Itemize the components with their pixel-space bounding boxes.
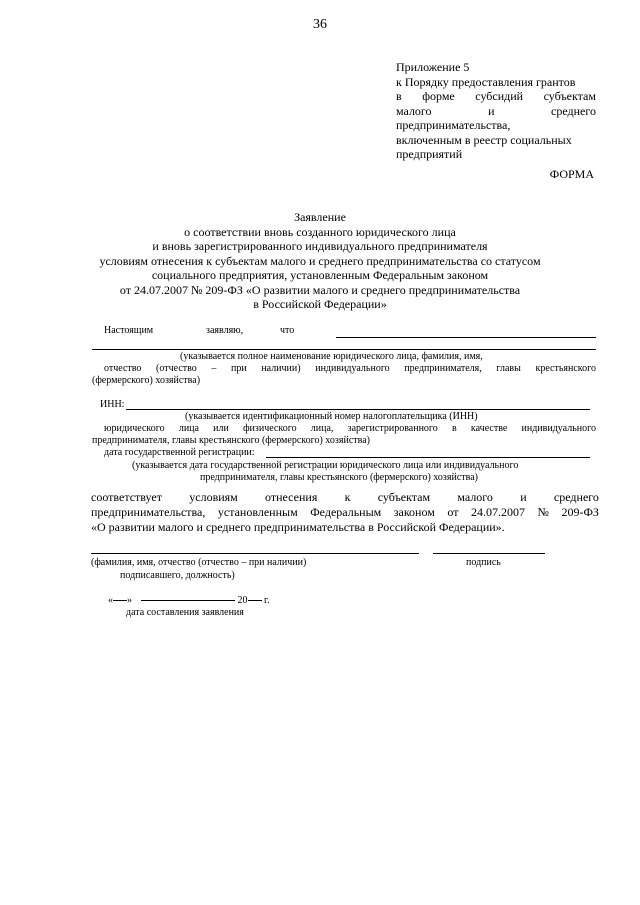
signature-hint: подпись xyxy=(466,557,501,568)
title-line-5: социального предприятия, установленным Федеральным законом xyxy=(151,268,489,282)
conclusion-line-3: «О развитии малого и среднего предпринимательства в Российской Федерации». xyxy=(91,520,505,534)
hint-word: юридического xyxy=(104,423,165,434)
conclusion-word: 24.07.2007 xyxy=(470,505,525,519)
appendix-line-2: к Порядку предоставления грантов xyxy=(396,74,576,89)
form-label: ФОРМА xyxy=(549,167,594,181)
title-line-2: о соответствии вновь созданного юридического лица xyxy=(184,224,456,239)
conclusion-word: условиям xyxy=(189,490,238,504)
title-line-7: в Российской Федерации» xyxy=(253,297,387,311)
applicant-name-hint-2 xyxy=(104,363,596,375)
hint-word: отчество xyxy=(104,363,142,374)
hint-word: зарегистрированного xyxy=(347,423,438,434)
page-number: 36 xyxy=(313,17,327,32)
hint-word: предпринимателя, xyxy=(404,363,482,374)
inn-label: ИНН: xyxy=(100,399,125,410)
date-open-quote: « xyxy=(108,595,113,606)
conclusion-word: Федеральным xyxy=(310,505,382,519)
declaration-word-2: заявляю, xyxy=(206,325,244,336)
hint-word: индивидуального xyxy=(521,423,596,434)
registration-date-field[interactable] xyxy=(266,457,590,458)
registration-hint-1: (указывается дата государственной регистрации юридического лица или индивидуального xyxy=(132,460,519,471)
hint-word: крестьянского xyxy=(535,363,596,374)
hint-word: индивидуального xyxy=(315,363,390,374)
applicant-name-field-1[interactable] xyxy=(336,337,596,338)
appendix-word: малого xyxy=(396,103,432,118)
title-line-4: условиям отнесения к субъектам малого и среднего предпринимательства со статусом xyxy=(99,253,541,268)
registration-label: дата государственной регистрации: xyxy=(104,447,255,458)
conclusion-word: отнесения xyxy=(265,490,318,504)
applicant-name-field-2[interactable] xyxy=(92,349,596,350)
title-line-6: от 24.07.2007 № 209-ФЗ «О развитии малого и среднего предпринимательства xyxy=(119,282,521,297)
conclusion-word: установленным xyxy=(217,505,298,519)
appendix-line-1: Приложение 5 xyxy=(396,60,470,74)
conclusion-line-2 xyxy=(91,505,599,520)
appendix-line-5: предпринимательства, xyxy=(396,118,511,132)
conclusion-word: № xyxy=(537,505,549,519)
hint-word: при xyxy=(231,363,247,374)
appendix-line-7: предприятий xyxy=(396,147,463,161)
appendix-word: в xyxy=(396,89,402,103)
appendix-word: и xyxy=(488,103,495,118)
date-close-quote: » xyxy=(127,595,132,606)
conclusion-word: среднего xyxy=(553,490,599,504)
inn-hint-3: предпринимателя, главы крестьянского (фермерского) хозяйства) xyxy=(92,435,370,446)
date-hint: дата составления заявления xyxy=(126,607,244,618)
applicant-name-hint-3: (фермерского) хозяйства) xyxy=(92,375,201,386)
title-line-1: Заявление xyxy=(294,210,346,224)
hint-word: лица xyxy=(178,423,199,434)
appendix-word: форме xyxy=(422,89,455,103)
conclusion-word: соответствует xyxy=(91,490,162,504)
signer-name-hint-1: (фамилия, имя, отчество (отчество – при наличии) xyxy=(91,557,307,568)
hint-word: (отчество xyxy=(156,363,197,374)
document-title xyxy=(0,210,640,312)
conclusion-word: субъектам xyxy=(377,490,431,504)
inn-field[interactable] xyxy=(126,409,590,410)
inn-hint-1: (указывается идентификационный номер налогоплательщика (ИНН) xyxy=(185,411,478,422)
conclusion-word: законом xyxy=(393,505,435,519)
appendix-line-6: включенным в реестр социальных xyxy=(396,132,572,147)
appendix-word: субсидий xyxy=(475,89,524,103)
date-year-field[interactable] xyxy=(248,600,262,601)
declaration-word-1: Настоящим xyxy=(104,325,154,336)
hint-word: качестве xyxy=(470,423,508,434)
conclusion-line-1 xyxy=(91,490,599,505)
applicant-name-hint-1: (указывается полное наименование юридического лица, фамилия, имя, xyxy=(180,351,483,362)
signer-name-field[interactable] xyxy=(91,553,419,554)
title-line-3: и вновь зарегистрированного индивидуального предпринимателя xyxy=(152,239,488,253)
appendix-word: среднего xyxy=(551,103,596,118)
hint-word: главы xyxy=(496,363,521,374)
appendix-word: субъектам xyxy=(543,89,596,103)
hint-word: наличии) xyxy=(261,363,301,374)
appendix-line-4 xyxy=(396,104,596,119)
conclusion-word: 209-ФЗ xyxy=(561,505,599,519)
conclusion-word: малого xyxy=(457,490,493,504)
hint-word: – xyxy=(211,363,217,374)
conclusion-word: предпринимательства, xyxy=(91,505,206,519)
hint-word: в xyxy=(451,423,457,434)
date-year-suffix: г. xyxy=(264,595,270,606)
date-line xyxy=(108,595,269,607)
conclusion-word: к xyxy=(344,490,351,504)
conclusion-word: от xyxy=(447,505,459,519)
inn-hint-2 xyxy=(104,423,596,435)
date-month-field[interactable] xyxy=(141,600,235,601)
conclusion-paragraph xyxy=(91,490,599,535)
conclusion-word: и xyxy=(520,490,527,504)
registration-hint-2: предпринимателя, главы крестьянского (фермерского) хозяйства) xyxy=(200,472,478,483)
appendix-line-3 xyxy=(396,89,596,104)
hint-word: физического xyxy=(243,423,297,434)
appendix-block xyxy=(396,60,596,162)
date-day-field[interactable] xyxy=(113,600,127,601)
signature-field[interactable] xyxy=(433,553,545,554)
hint-word: или xyxy=(213,423,229,434)
signer-name-hint-2: подписавшего, должность) xyxy=(120,570,235,581)
date-year-prefix: 20 xyxy=(237,595,248,606)
declaration-word-3: что xyxy=(280,325,295,336)
hint-word: лица, xyxy=(310,423,334,434)
